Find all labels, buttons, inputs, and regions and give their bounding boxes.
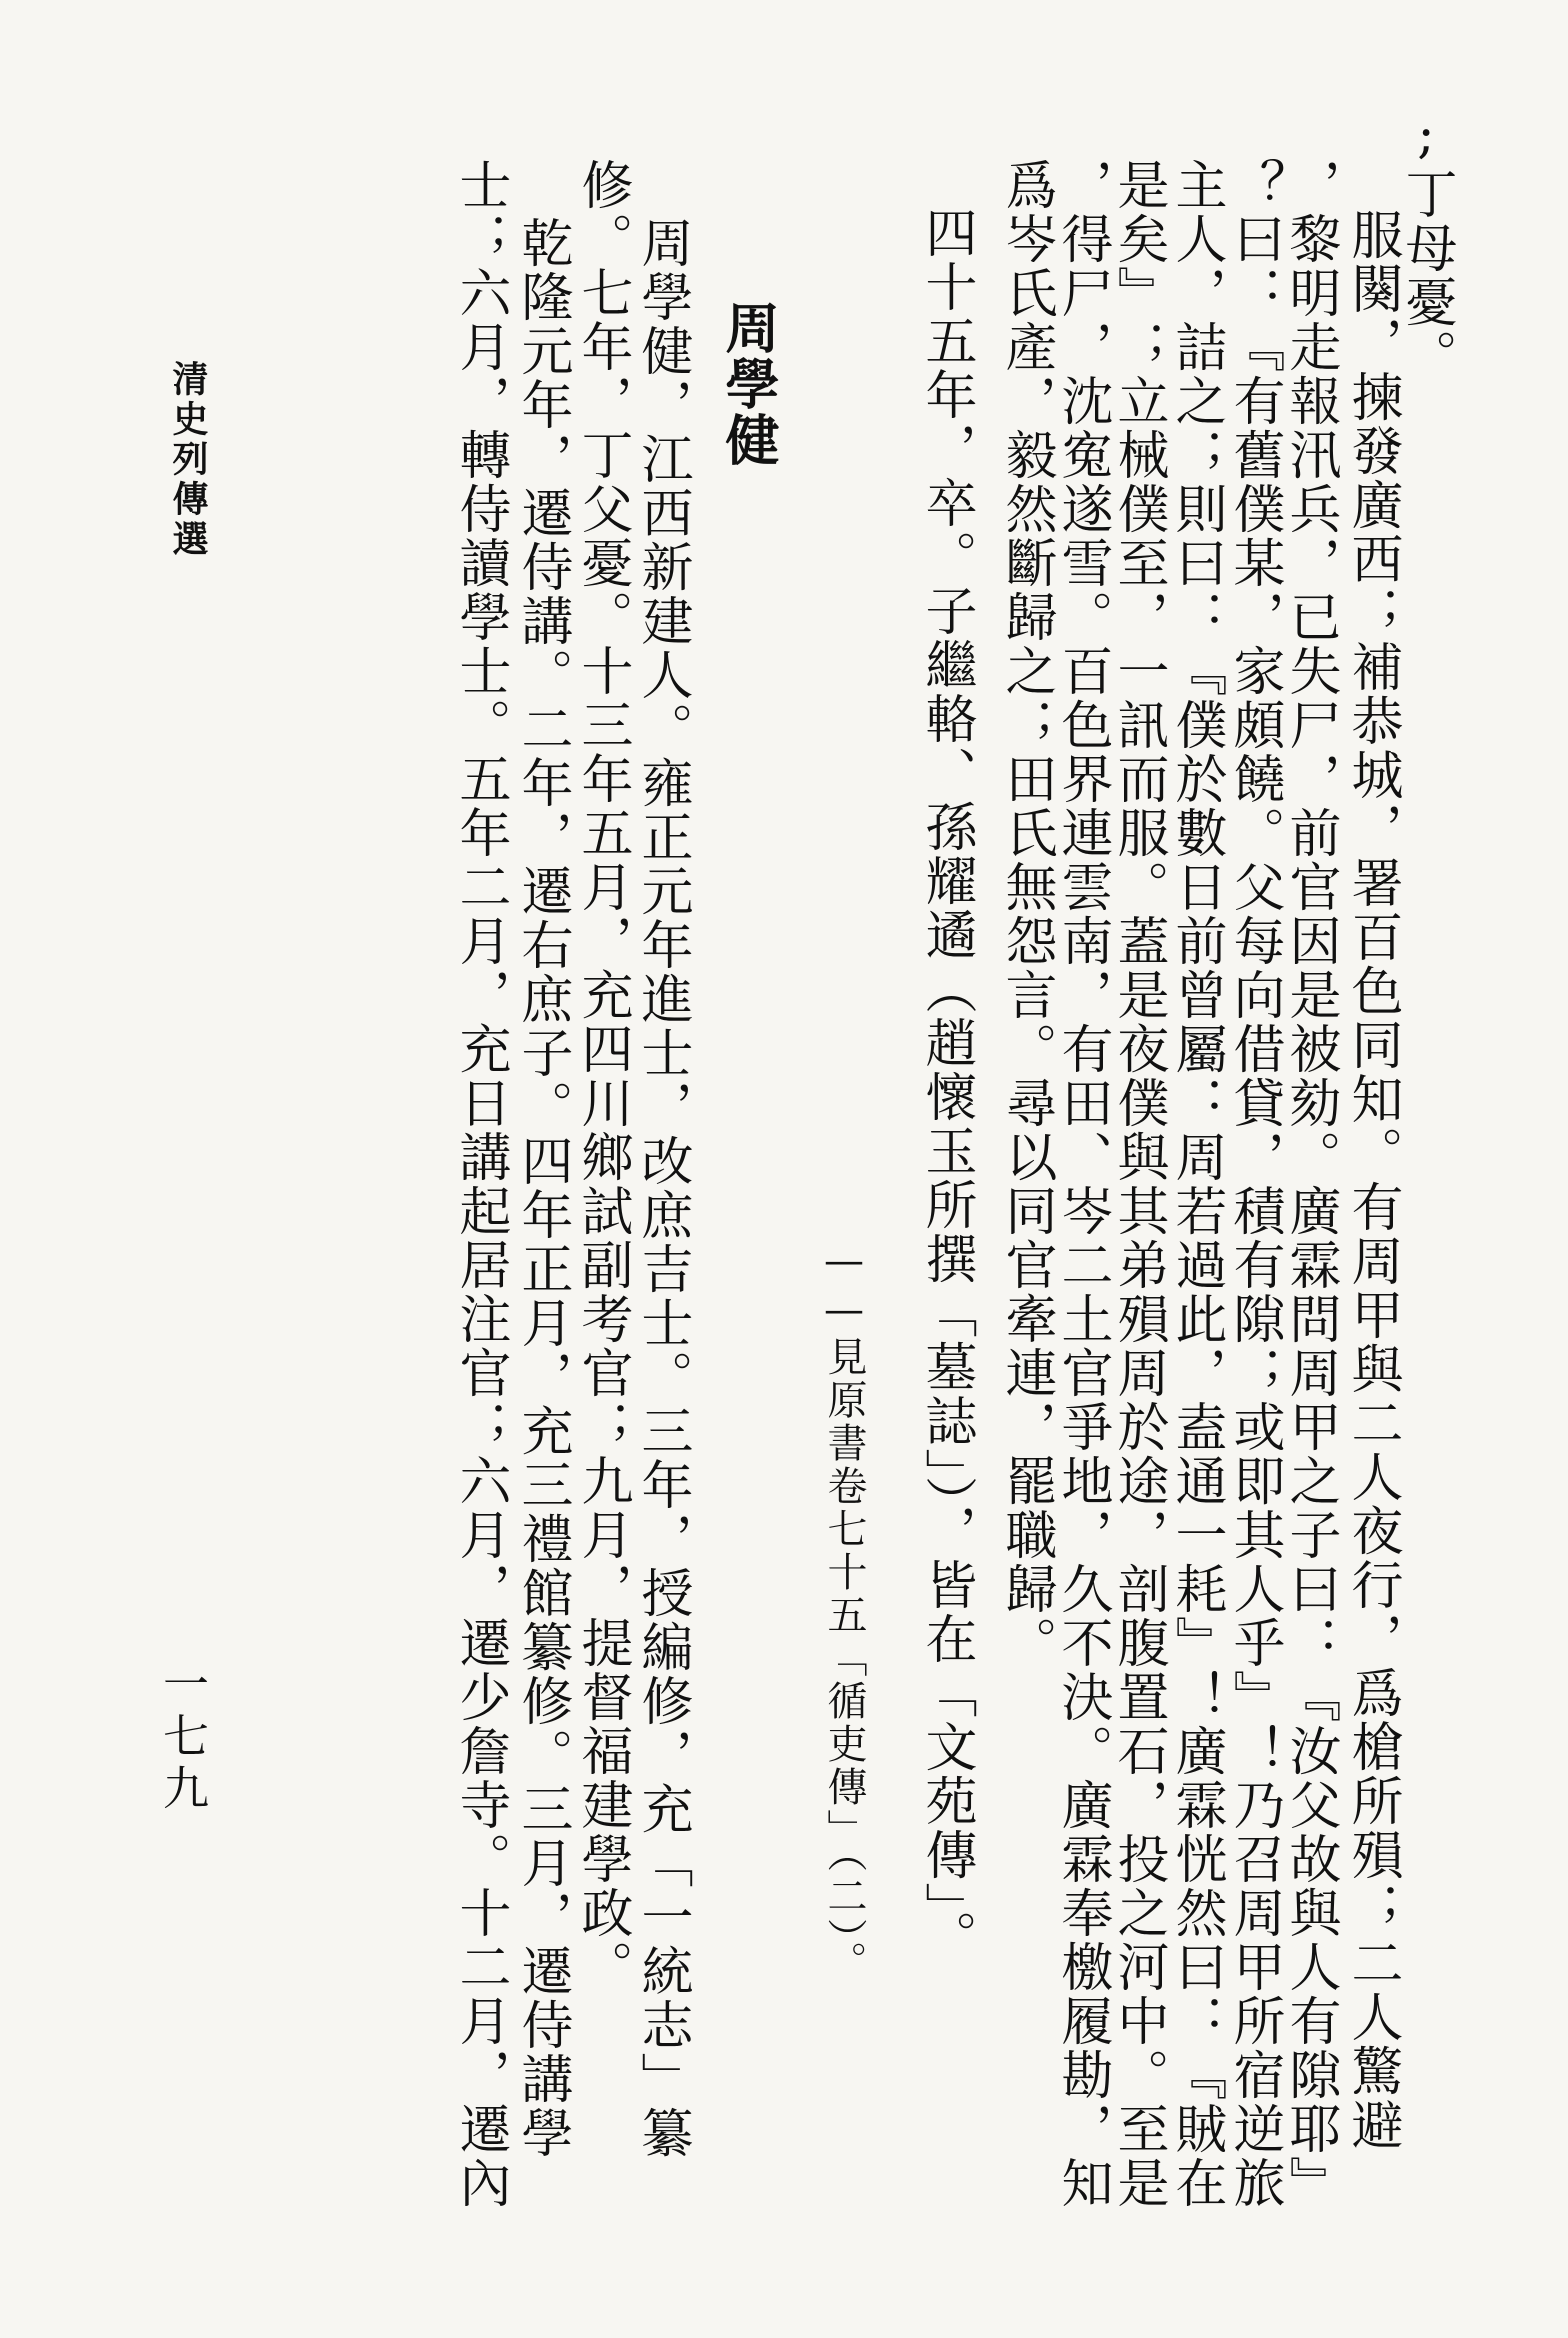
bio-column-3: 乾隆元年，遷侍講。二年，遷右庶子。四年正月，充三禮館纂修。三月，遷侍講學 <box>512 216 572 2160</box>
page-number: 一七九 <box>156 1660 210 1816</box>
text-column-5: 主人，詰之；則曰：『僕於數日前曾屬：周若過此，盍通一耗』！廣霖恍然曰：『賊在 <box>1166 158 1226 2210</box>
bio-column-1: 周學健，江西新建人。雍正元年進士，改庶吉士。三年，授編修，充「一統志」纂 <box>632 216 692 2160</box>
source-note: ——見原書卷七十五「循吏傳」（二）。 <box>821 1238 867 1984</box>
running-title: 清史列傳選 <box>167 360 209 560</box>
bio-column-4: 士；六月，轉侍讀學士。五年二月，充日講起居注官；六月，遷少詹寺。十二月，遷內 <box>450 158 510 2210</box>
text-column-9: 四十五年，卒。子繼輅、孫耀遹（趙懷玉所撰「墓誌」），皆在「文苑傳」。 <box>916 206 976 1964</box>
text-column-8: 爲岑氏產，毅然斷歸之；田氏無怨言。尋以同官牽連，罷職歸。 <box>996 158 1056 1670</box>
section-heading: 周學健 <box>717 300 781 468</box>
text-column-6: 是矣』；立械僕至，一訊而服。蓋是夜僕與其弟殞周於途，剖腹置石，投之河中。至是 <box>1108 158 1168 2210</box>
text-column-3: ，黎明走報汛兵，已失尸，前官因是被劾。廣霖問周甲之子曰：『汝父故與人有隙耶』 <box>1280 158 1340 2210</box>
text-column-1: ;丁母憂。 <box>1396 105 1456 383</box>
text-column-2: 服闋，揀發廣西；補恭城，署百色同知。有周甲與二人夜行，爲槍所殞；二人驚避 <box>1342 208 1402 2152</box>
bio-column-2: 修。七年，丁父憂。十三年五月，充四川鄉試副考官；九月，提督福建學政。 <box>572 158 632 1994</box>
text-column-7: ，得尸，沈寃遂雪。百色界連雲南，有田、岑二土官爭地，久不決。廣霖奉檄履勘，知 <box>1052 158 1112 2210</box>
text-column-4: ？曰：『有舊僕某，家頗饒。父每向借貸，積有隙；或即其人乎』！乃召周甲所宿逆旅 <box>1224 158 1284 2210</box>
